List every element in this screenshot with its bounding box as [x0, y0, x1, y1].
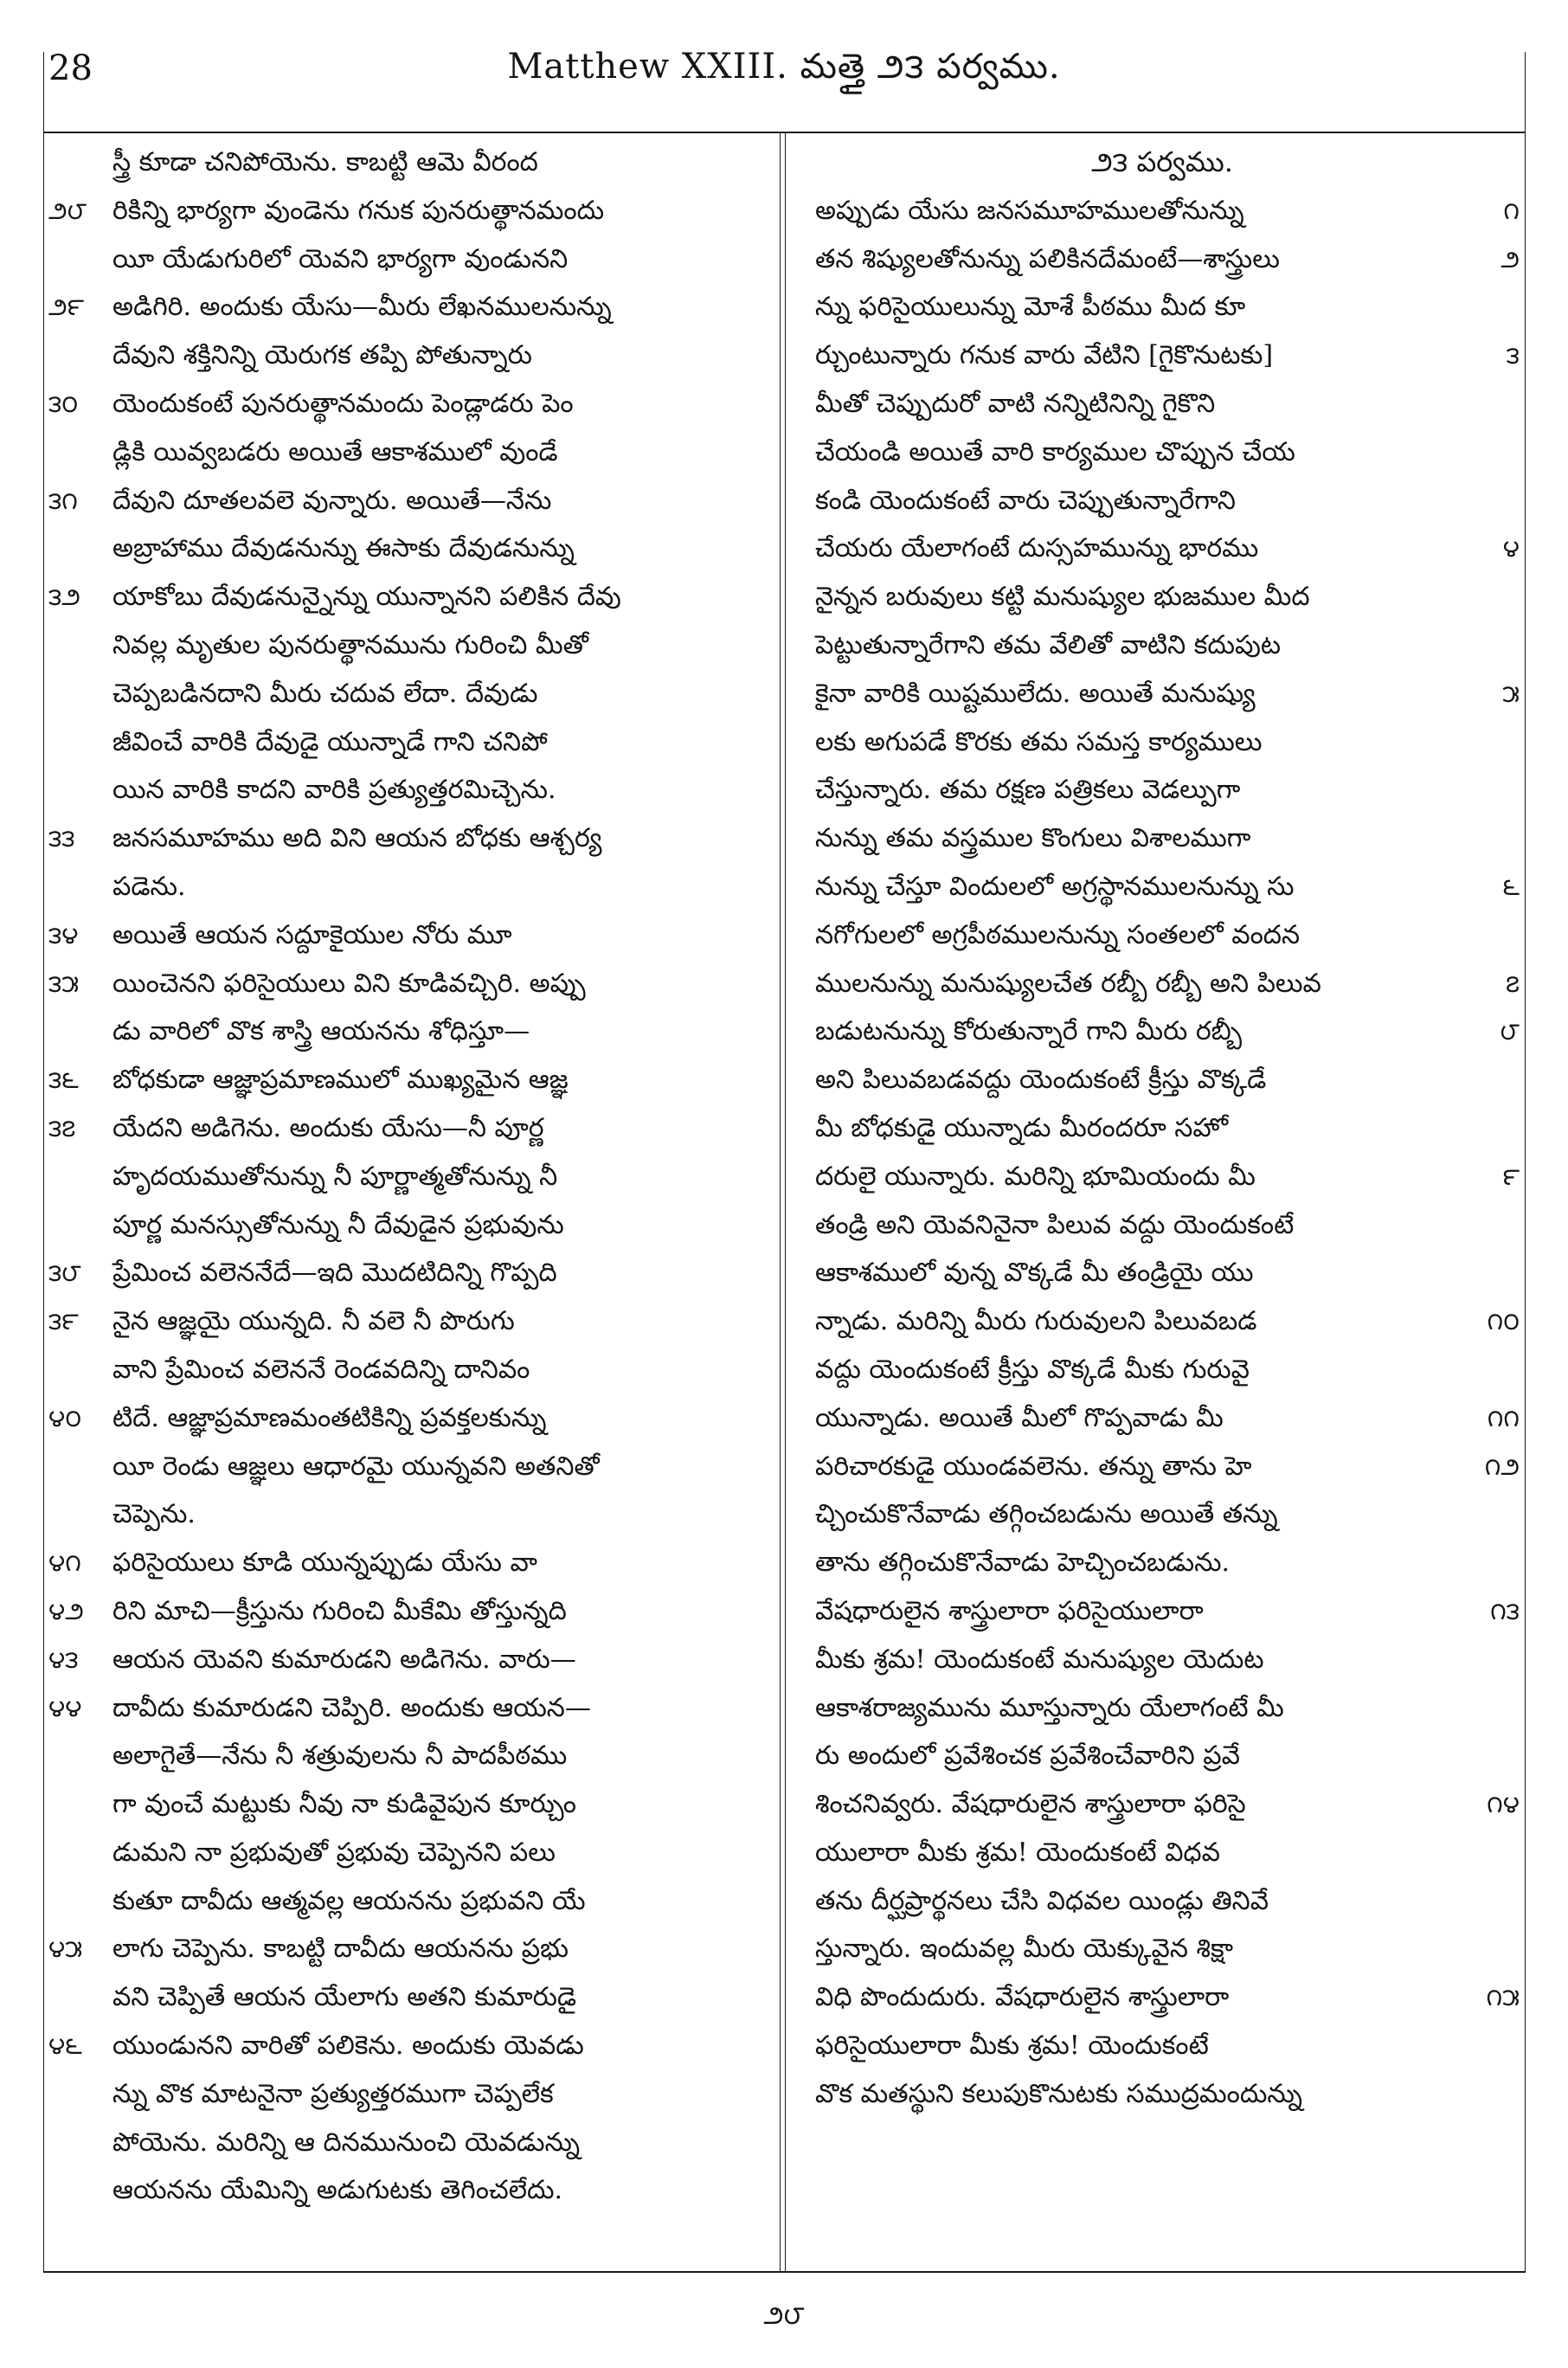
text-line: [48, 2070, 767, 2119]
text-line: [48, 573, 767, 621]
text-line: [48, 1684, 767, 1733]
text-line: [48, 428, 767, 477]
verse-text: అబ్రాహాము దేవుడనున్ను ఈసాకు దేవుడనున్ను: [112, 533, 575, 564]
verse-text: యులారా మీకు శ్రమ! యెందుకంటే విధవ: [815, 1837, 1220, 1868]
page-header: [43, 43, 1525, 130]
verse-text: రిని మాచి—క్రీస్తును గురించి మీకేమి తోస్తున్నది: [112, 1595, 567, 1626]
verse-number: ౩౫: [48, 968, 80, 998]
text-line: [48, 2119, 767, 2167]
verse-text: యుండునని వారితో పలికెను. అందుకు యెవడు: [112, 2030, 584, 2062]
verse-number: ౧౫: [1486, 1983, 1520, 2012]
verse-number: ౨: [1501, 244, 1520, 273]
page-number: 28: [48, 48, 93, 88]
text-line: [48, 1925, 767, 1973]
verse-text: బడుటనున్ను కోరుతున్నారే గాని మీరు రబ్బీ: [815, 1016, 1243, 1047]
text-line: [805, 670, 1520, 718]
text-line: [805, 1539, 1520, 1587]
text-line: [48, 1490, 767, 1539]
verse-text: గా వుంచే మట్టుకు నీవు నా కుడివైపున కూర్చుం: [112, 1789, 576, 1820]
verse-text: స్తున్నారు. ఇందువల్ల మీరు యెక్కువైన శిక్షా: [815, 1934, 1233, 1965]
verse-number: ౩౨: [48, 582, 80, 612]
verse-text: వేషధారులైన శాస్త్రులారా ఫరిసైయులారా: [815, 1595, 1204, 1626]
verse-text: వని చెప్పితే ఆయన యేలాగు అతని కుమారుడై: [112, 1982, 577, 2013]
text-line: [805, 573, 1520, 621]
text-line: [48, 1007, 767, 1056]
verse-text: అలాగైతే—నేను నీ శత్రువులను నీ పాదపీఠము: [112, 1741, 568, 1772]
text-line: [805, 1007, 1520, 1056]
verse-text: ర్చుంటున్నారు గనుక వారు వేటిని [గైకొనుటకు]: [815, 340, 1274, 371]
text-line: [805, 2070, 1520, 2119]
verse-text: యాకోబు దేవుడనున్నైన్ను యున్నానని పలికిన దేవు: [112, 582, 621, 613]
text-line: [48, 1443, 767, 1491]
verse-number: ౩౦: [48, 389, 79, 418]
verse-text: అయితే ఆయన సద్దూకైయుల నోరు మూ: [112, 919, 512, 950]
verse-number: ౬: [1502, 872, 1520, 901]
left-column: [48, 138, 767, 2206]
verse-number: ౩౯: [48, 1307, 79, 1336]
verse-text: దేవుని శక్తినిన్ని యెరుగక తప్పి పోతున్నారు: [112, 340, 532, 371]
text-line: [805, 1201, 1520, 1250]
verse-text: కైనా వారికి యిష్టములేదు. అయితే మనుష్యు: [815, 678, 1256, 709]
verse-number: ౪౧: [48, 1548, 81, 1578]
text-line: [48, 331, 767, 380]
text-line: [48, 524, 767, 573]
text-line: [48, 718, 767, 767]
text-line: [48, 1973, 767, 2022]
verse-text: పూర్ణ మనస్సుతోనున్ను నీ దేవుడైన ప్రభువును: [112, 1209, 564, 1240]
column-divider-right: [785, 133, 786, 2271]
verse-text: డ్లికి యివ్వబడరు అయితే ఆకాశములో వుండే: [112, 436, 558, 467]
verse-text: యేదని అడిగెను. అందుకు యేసు—నీ పూర్ణ: [112, 1112, 544, 1143]
text-line: [48, 960, 767, 1008]
text-line: [805, 1780, 1520, 1829]
verse-number: ౩౩: [48, 824, 75, 853]
text-line: [805, 283, 1520, 331]
verse-number: ౩౧: [48, 486, 78, 515]
verse-text: చేయండి అయితే వారి కార్యముల చొప్పున చేయ: [815, 436, 1295, 467]
verse-text: శించనివ్వరు. వేషధారులైన శాస్త్రులారా ఫరిసై: [815, 1789, 1246, 1820]
text-line: [805, 235, 1520, 284]
verse-text: చెప్పబడినదాని మీరు చదువ లేదా. దేవుడు: [112, 678, 538, 709]
verse-text: ఫరిసైయులు కూడి యున్నప్పుడు యేసు వా: [112, 1548, 537, 1579]
text-line: [805, 1104, 1520, 1153]
verse-text: తను దీర్ఘప్రార్థనలు చేసి విధవల యిండ్లు తినివే: [815, 1885, 1269, 1916]
column-divider-left: [780, 133, 781, 2271]
verse-text: ఆకాశములో వున్న వొక్కడే మీ తండ్రియై యు: [815, 1258, 1254, 1289]
verse-text: ప్రేమించ వలెననేదే—ఇది మొదటిదిన్ని గొప్పది: [112, 1258, 557, 1289]
text-line: [805, 1925, 1520, 1973]
verse-text: లాగు చెప్పెను. కాబట్టి దావీదు ఆయనను ప్రభు: [112, 1934, 569, 1965]
verse-text: న్ను ఫరిసైయులున్ను మోశే పీఠము మీద కూ: [815, 292, 1246, 323]
verse-number: ౪౫: [48, 1934, 83, 1964]
text-line: [805, 1297, 1520, 1346]
verse-text: బోధకుడా ఆజ్ఞాప్రమాణములో ముఖ్యమైన ఆజ్ఞ: [112, 1065, 569, 1096]
verse-text: ఆకాశరాజ్యమును మూస్తున్నారు యేలాగంటే మీ: [815, 1692, 1284, 1723]
verse-number: ౪౬: [48, 2031, 82, 2061]
text-line: [48, 1394, 767, 1443]
verse-number: ౧౦: [1487, 1307, 1520, 1336]
verse-text: కండి యెందుకంటే వారు చెప్పుతున్నారేగాని: [815, 485, 1236, 516]
text-line: [805, 1056, 1520, 1104]
text-line: [48, 1780, 767, 1829]
verse-text: చెప్పెను.: [112, 1499, 196, 1530]
verse-text: నివల్ల మృతుల పునరుత్థానమును గురించి మీతో: [112, 629, 588, 660]
text-line: [48, 2022, 767, 2070]
verse-text: ఆయనను యేమిన్ని అడుగుటకు తెగించలేదు.: [112, 2175, 563, 2206]
verse-text: అప్పుడు యేసు జనసమూహములతోనున్ను: [815, 195, 1244, 226]
verse-text: చ్చించుకొనేవాడు తగ్గించబడును అయితే తన్ను: [815, 1499, 1278, 1530]
right-border: [1525, 52, 1526, 2273]
verse-text: రికిన్ని భార్యగా వుండెను గనుక పునరుత్థానమందు: [112, 195, 605, 226]
text-line: [805, 524, 1520, 573]
text-line: [805, 718, 1520, 767]
text-line: [48, 670, 767, 718]
verse-text: చేయరు యేలాగంటే దుస్సహమున్ను భారము: [815, 533, 1259, 564]
verse-text: ఫరిసైయులారా మీకు శ్రమ! యెందుకంటే: [815, 2030, 1209, 2062]
text-line: [48, 1201, 767, 1250]
verse-number: ౪౦: [48, 1403, 82, 1432]
text-line: [48, 1829, 767, 1877]
verse-text: నగోగులలో అగ్రపీఠములనున్ను సంతలలో వందన: [815, 919, 1301, 950]
text-line: [48, 2166, 767, 2215]
text-line: [805, 1153, 1520, 1201]
verse-text: నున్ను తమ వస్త్రముల కొంగులు విశాలముగా: [815, 823, 1251, 854]
verse-number: ౩౭: [48, 1113, 76, 1142]
text-line: [48, 621, 767, 670]
verse-text: చేస్తున్నారు. తమ రక్షణ పత్రికలు వెడల్పుగా: [815, 775, 1241, 806]
verse-text: యెందుకంటే పునరుత్థానమందు పెండ్లాడరు పెం: [112, 388, 574, 419]
text-line: [48, 1732, 767, 1780]
verse-number: ౧౪: [1487, 1790, 1520, 1819]
text-line: [805, 1877, 1520, 1926]
verse-number: ౪౩: [48, 1644, 79, 1674]
verse-text: పరిచారకుడై యుండవలెను. తన్ను తాను హె: [815, 1451, 1252, 1482]
verse-number: ౭: [1505, 968, 1520, 998]
verse-text: వద్దు యెందుకంటే క్రీస్తు వొక్కడే మీకు గురువై: [815, 1354, 1250, 1385]
text-line: [805, 428, 1520, 477]
text-line: [805, 814, 1520, 863]
text-line: [805, 863, 1520, 911]
text-line: [805, 621, 1520, 670]
text-line: [805, 1394, 1520, 1443]
verse-text: హృదయముతోనున్ను నీ పూర్ణాత్మతోనున్ను నీ: [112, 1161, 558, 1192]
verse-text: దరులై యున్నారు. మరిన్ని భూమియందు మీ: [815, 1161, 1256, 1192]
text-line: [805, 1490, 1520, 1539]
verse-text: యీ రెండు ఆజ్ఞలు ఆధారమై యున్నవని అతనితో: [112, 1451, 600, 1482]
right-column: [805, 138, 1520, 2190]
verse-number: ౩౮: [48, 1258, 81, 1288]
verse-text: అని పిలువబడవద్దు యెందుకంటే క్రీస్తు వొక్కడే: [815, 1065, 1267, 1096]
text-line: [48, 283, 767, 331]
verse-text: లకు అగుపడే కొరకు తమ సమస్త కార్యములు: [815, 726, 1263, 757]
verse-text: అడిగిరి. అందుకు యేసు—మీరు లేఖనములనున్ను: [112, 292, 612, 323]
text-line: [48, 1587, 767, 1636]
text-line: [48, 235, 767, 284]
verse-text: దావీదు కుమారుడని చెప్పిరి. అందుకు ఆయన—: [112, 1692, 591, 1723]
verse-number: ౨౮: [48, 196, 87, 225]
verse-text: దేవుని దూతలవలె వున్నారు. అయితే—నేను: [112, 485, 552, 516]
verse-text: మీ బోధకుడై యున్నాడు మీరందరూ సహో: [815, 1112, 1228, 1143]
verse-text: తండ్రి అని యెవనినైనా పిలువ వద్దు యెందుకంటే: [815, 1209, 1295, 1240]
verse-number: ౯: [1502, 1161, 1520, 1191]
verse-number: ౩: [1506, 341, 1520, 370]
verse-number: ౨౯: [48, 293, 85, 322]
text-line: [48, 766, 767, 814]
text-line: [805, 331, 1520, 380]
text-line: [48, 1056, 767, 1104]
verse-text: యున్నాడు. అయితే మీలో గొప్పవాడు మీ: [815, 1402, 1224, 1433]
signature-mark: ౨౮: [763, 2300, 805, 2331]
running-head: Matthew XXIII. మత్తై ౨౩ పర్వము.: [507, 47, 1061, 87]
verse-text: జనసమూహము అది విని ఆయన బోధకు ఆశ్చర్య: [112, 823, 602, 854]
verse-text: ములనున్ను మనుష్యులచేత రబ్బీ రబ్బీ అని పిలువ: [815, 968, 1321, 999]
verse-text: న్ను వొక మాటనైనా ప్రత్యుత్తరముగా చెప్పలేక: [112, 2078, 554, 2109]
verse-text: స్త్రీ కూడా చనిపోయెను. కాబట్టి ఆమె వీరంద: [112, 147, 538, 177]
verse-text: వొక మతస్థుని కలుపుకొనుటకు సముద్రమందున్ను: [815, 2078, 1302, 2109]
verse-number: ౧: [1503, 196, 1520, 225]
text-line: [805, 187, 1520, 235]
verse-text: కుతూ దావీదు ఆత్మవల్ల ఆయనను ప్రభువని యే: [112, 1885, 586, 1916]
verse-number: ౧౩: [1490, 1596, 1520, 1625]
text-line: [48, 1877, 767, 1926]
text-line: [48, 814, 767, 863]
text-line: [48, 1539, 767, 1587]
verse-text: నైన ఆజ్ఞయై యున్నది. నీ వలె నీ పొరుగు: [112, 1306, 515, 1337]
text-line: [805, 1249, 1520, 1297]
verse-text: జీవించే వారికి దేవుడై యున్నాడే గాని చనిపో: [112, 726, 548, 757]
left-border: [43, 52, 44, 2273]
verse-text: ఆయన యెవని కుమారుడని అడిగెను. వారు—: [112, 1644, 576, 1675]
text-line: [48, 1153, 767, 1201]
text-line: [805, 1684, 1520, 1733]
verse-text: యిన వారికి కాదని వారికి ప్రత్యుత్తరమిచ్చెను.: [112, 775, 556, 806]
verse-text: న్నాడు. మరిన్ని మీరు గురువులని పిలువబడ: [815, 1306, 1257, 1337]
text-line: [48, 863, 767, 911]
verse-text: నైన్నన బరువులు కట్టి మనుష్యుల భుజముల మీద: [815, 582, 1310, 613]
text-line: [805, 477, 1520, 525]
text-line: [48, 1104, 767, 1153]
text-line: [805, 1636, 1520, 1684]
text-line: [805, 960, 1520, 1008]
text-line: [805, 2022, 1520, 2070]
verse-text: పెట్టుతున్నారేగాని తమ వేలితో వాటిని కదుపుట: [815, 629, 1282, 660]
text-line: [805, 911, 1520, 960]
text-line: [48, 1297, 767, 1346]
verse-number: ౩౪: [48, 920, 79, 949]
verse-number: ౪౨: [48, 1596, 84, 1625]
verse-text: యీ యేడుగురిలో యెవని భార్యగా వుండునని: [112, 243, 569, 274]
chapter-heading-text: ౨౩ పర్వము.: [1091, 145, 1233, 178]
text-line: [48, 1636, 767, 1684]
verse-text: పోయెను. మరిన్ని ఆ దినమునుంచి యెవడున్ను: [112, 2127, 580, 2158]
chapter-heading: [805, 138, 1520, 187]
text-line: [805, 380, 1520, 428]
verse-number: ౧౨: [1484, 1451, 1520, 1481]
verse-text: మీకు శ్రమ! యెందుకంటే మనుష్యుల యెదుట: [815, 1644, 1264, 1675]
text-line: [48, 380, 767, 428]
text-line: [805, 1732, 1520, 1780]
text-line: [805, 1346, 1520, 1394]
verse-number: ౪: [1502, 534, 1520, 563]
verse-text: నున్ను చేస్తూ విందులలో అగ్రస్థానములనున్ను సు: [815, 871, 1295, 902]
verse-text: తన శిష్యులతోనున్ను పలికినదేమంటే—శాస్త్రులు: [815, 243, 1280, 274]
verse-text: వాని ప్రేమించ వలెననే రెండవదిన్ని దానివం: [112, 1354, 530, 1385]
text-line: [48, 187, 767, 235]
verse-text: యించెనని ఫరిసైయులు విని కూడివచ్చిరి. అప్పు: [112, 968, 586, 999]
text-line: [48, 138, 767, 187]
verse-text: టిదే. ఆజ్ఞాప్రమాణమంతటికిన్ని ప్రవక్తలకున్ను: [112, 1402, 547, 1433]
verse-text: డుమని నా ప్రభువుతో ప్రభువు చెప్పెనని పలు: [112, 1837, 556, 1868]
text-line: [805, 766, 1520, 814]
verse-text: మీతో చెప్పుదురో వాటి నన్నిటినిన్ని గైకొని: [815, 388, 1216, 419]
text-line: [805, 1587, 1520, 1636]
verse-text: రు అందులో ప్రవేశించక ప్రవేశించేవారిని ప్రవే: [815, 1741, 1240, 1772]
text-line: [48, 477, 767, 525]
bottom-rule: [43, 2271, 1525, 2273]
text-line: [805, 1443, 1520, 1491]
text-line: [48, 1249, 767, 1297]
verse-number: ౫: [1502, 679, 1520, 708]
text-line: [48, 911, 767, 960]
verse-number: ౪౪: [48, 1693, 82, 1722]
verse-number: ౮: [1500, 1017, 1520, 1046]
text-line: [48, 1346, 767, 1394]
text-line: [805, 1973, 1520, 2022]
verse-text: పడెను.: [112, 871, 186, 902]
verse-text: తాను తగ్గించుకొనేవాడు హెచ్చించబడును.: [815, 1548, 1231, 1579]
top-rule: [43, 132, 1525, 133]
verse-number: ౧౧: [1487, 1403, 1520, 1432]
verse-number: ౩౬: [48, 1065, 79, 1095]
verse-text: డు వారిలో వొక శాస్త్రి ఆయనను శోధిస్తూ—: [112, 1016, 530, 1047]
text-line: [805, 1829, 1520, 1877]
verse-text: విధి పొందుదురు. వేషధారులైన శాస్త్రులారా: [815, 1982, 1230, 2013]
